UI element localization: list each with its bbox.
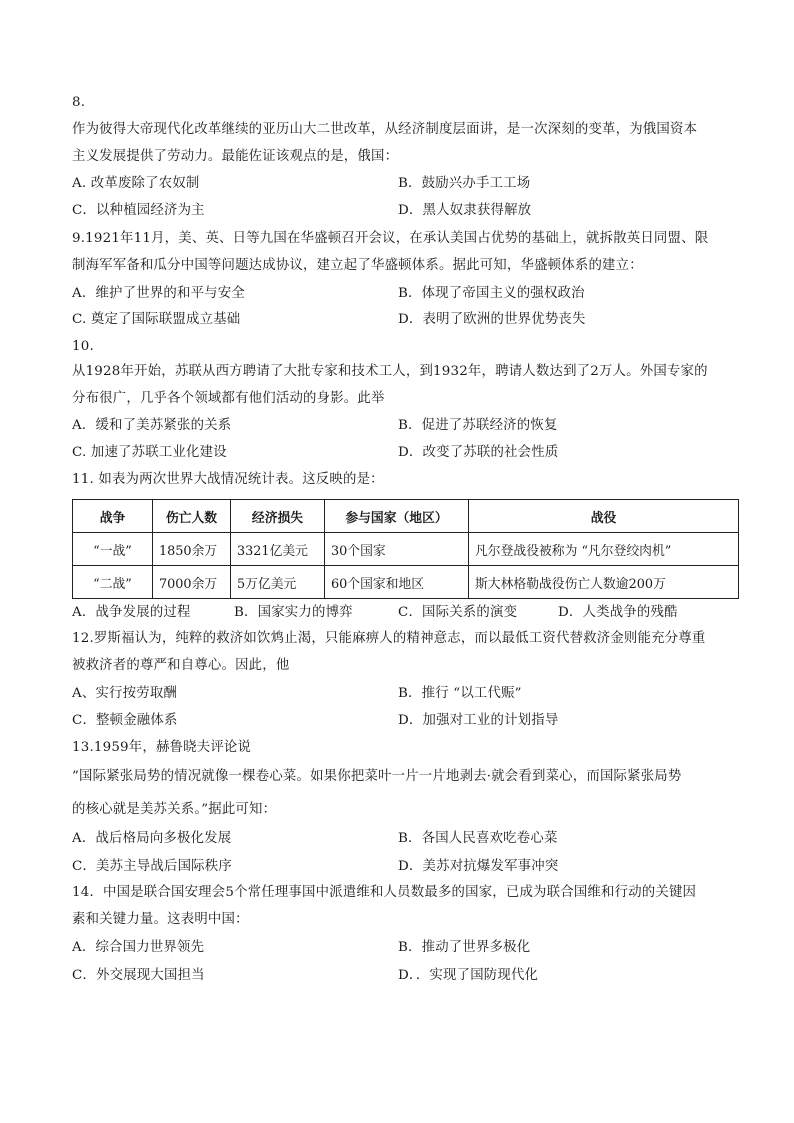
question-10-option-a: A．缓和了美苏紧张的关系	[72, 418, 232, 433]
question-12-stem-line1: 12.罗斯福认为，纯粹的救济如饮鸩止渴，只能麻痹人的精神意志，而以最低工资代替救济金则能充分尊重	[72, 631, 706, 646]
table-cell: 30个国家	[325, 533, 469, 566]
table-row	[73, 533, 739, 566]
question-8-option-d: D．黑人奴隶获得解放	[398, 203, 532, 218]
world-wars-statistics-table	[72, 499, 739, 599]
question-10-stem-line2: 分布很广，几乎各个领域都有他们活动的身影。此举	[72, 391, 385, 406]
table-cell: “二战”	[73, 566, 153, 599]
question-9-option-b: B．体现了帝国主义的强权政治	[398, 286, 585, 301]
table-cell: 1850余万	[153, 533, 231, 566]
question-12-option-b: B．推行 “以工代赈”	[398, 686, 522, 701]
question-13-option-d: D．美苏对抗爆发军事冲突	[398, 859, 559, 874]
question-13-stem-line3: 的核心就是美苏关系。”据此可知：	[72, 802, 277, 817]
question-8-stem-line2: 主义发展提供了劳动力。最能佐证该观点的是，俄国：	[72, 149, 399, 164]
question-10-stem-line1: 从1928年开始，苏联从西方聘请了大批专家和技术工人，到1932年，聘请人数达到了2万人。外国专家的	[72, 364, 708, 379]
question-11-option-d: D．人类战争的残酷	[558, 605, 678, 620]
table-header-cell: 伤亡人数	[153, 500, 231, 533]
question-9-option-d: D．表明了欧洲的世界优势丧失	[398, 312, 586, 327]
question-13-option-c: C．美苏主导战后国际秩序	[72, 859, 232, 874]
table-cell: 5万亿美元	[231, 566, 325, 599]
question-13-stem-line1: 13.1959年，赫鲁晓夫评论说	[72, 740, 252, 755]
question-14-option-b: B．推动了世界多极化	[398, 940, 531, 955]
table-header-cell: 战争	[73, 500, 153, 533]
table-header-cell: 战役	[469, 500, 739, 533]
table-cell: 斯大林格勒战役伤亡人数逾200万	[469, 566, 739, 599]
question-13-stem-line2: ”国际紧张局势的情况就像一棵卷心菜。如果你把菜叶一片一片地剥去·就会看到菜心，而国际紧张局势	[72, 769, 682, 784]
question-12-option-c: C．整顿金融体系	[72, 713, 178, 728]
question-9-stem-line1: 9.1921年11月，美、英、日等九国在华盛顿召开会议，在承认美国占优势的基础上，就拆散英日同盟、限	[72, 231, 709, 246]
table-header-cell: 经济损失	[231, 500, 325, 533]
question-10-number: 10.	[72, 339, 94, 354]
question-12-option-d: D．加强对工业的计划指导	[398, 713, 559, 728]
question-9-option-c: C. 奠定了国际联盟成立基础	[72, 312, 241, 327]
question-8-option-b: B．鼓励兴办手工工场	[398, 176, 531, 191]
question-14-option-c: C．外交展现大国担当	[72, 968, 205, 983]
question-11-option-c: C．国际关系的演变	[398, 605, 518, 620]
table-cell: 凡尔登战役被称为 “凡尔登绞肉机”	[469, 533, 739, 566]
question-11-stem: 11. 如表为两次世界大战情况统计表。这反映的是：	[72, 472, 384, 487]
question-9-option-a: A．维护了世界的和平与安全	[72, 286, 245, 301]
table-cell: 60个国家和地区	[325, 566, 469, 599]
table-cell: 7000余万	[153, 566, 231, 599]
question-10-option-d: D．改变了苏联的社会性质	[398, 445, 559, 460]
question-14-option-d: D．．实现了国防现代化	[398, 968, 539, 983]
question-10-option-c: C. 加速了苏联工业化建设	[72, 445, 227, 460]
question-11-option-b: B．国家实力的博弈	[234, 605, 353, 620]
table-header-row	[73, 500, 739, 533]
question-13-option-a: A．战后格局向多极化发展	[72, 831, 232, 846]
question-8-option-c: C．以种植园经济为主	[72, 203, 205, 218]
question-14-stem-line1: 14．中国是联合国安理会5个常任理事国中派遣维和人员数最多的国家，已成为联合国维和行动的关键因	[72, 885, 697, 900]
question-8-stem-line1: 作为彼得大帝现代化改革继续的亚历山大二世改革，从经济制度层面讲，是一次深刻的变革，为俄国资本	[72, 122, 698, 137]
question-9-stem-line2: 制海军军备和瓜分中国等问题达成协议，建立起了华盛顿体系。据此可知，华盛顿体系的建立：	[72, 258, 643, 273]
question-12-option-a: A、实行按劳取酬	[72, 686, 178, 701]
question-10-option-b: B．促进了苏联经济的恢复	[398, 418, 558, 433]
question-12-stem-line2: 被救济者的尊严和自尊心。因此，他	[72, 658, 290, 673]
question-13-option-b: B．各国人民喜欢吃卷心菜	[398, 831, 558, 846]
question-11-option-a: A．战争发展的过程	[72, 605, 191, 620]
question-8-option-a: A. 改革废除了农奴制	[72, 176, 200, 191]
question-14-stem-line2: 素和关键力量。这表明中国：	[72, 912, 249, 927]
question-14-option-a: A．综合国力世界领先	[72, 940, 205, 955]
table-cell: “一战”	[73, 533, 153, 566]
table-header-cell: 参与国家（地区）	[325, 500, 469, 533]
table-row	[73, 566, 739, 599]
question-8-number: 8.	[72, 95, 86, 110]
table-cell: 3321亿美元	[231, 533, 325, 566]
